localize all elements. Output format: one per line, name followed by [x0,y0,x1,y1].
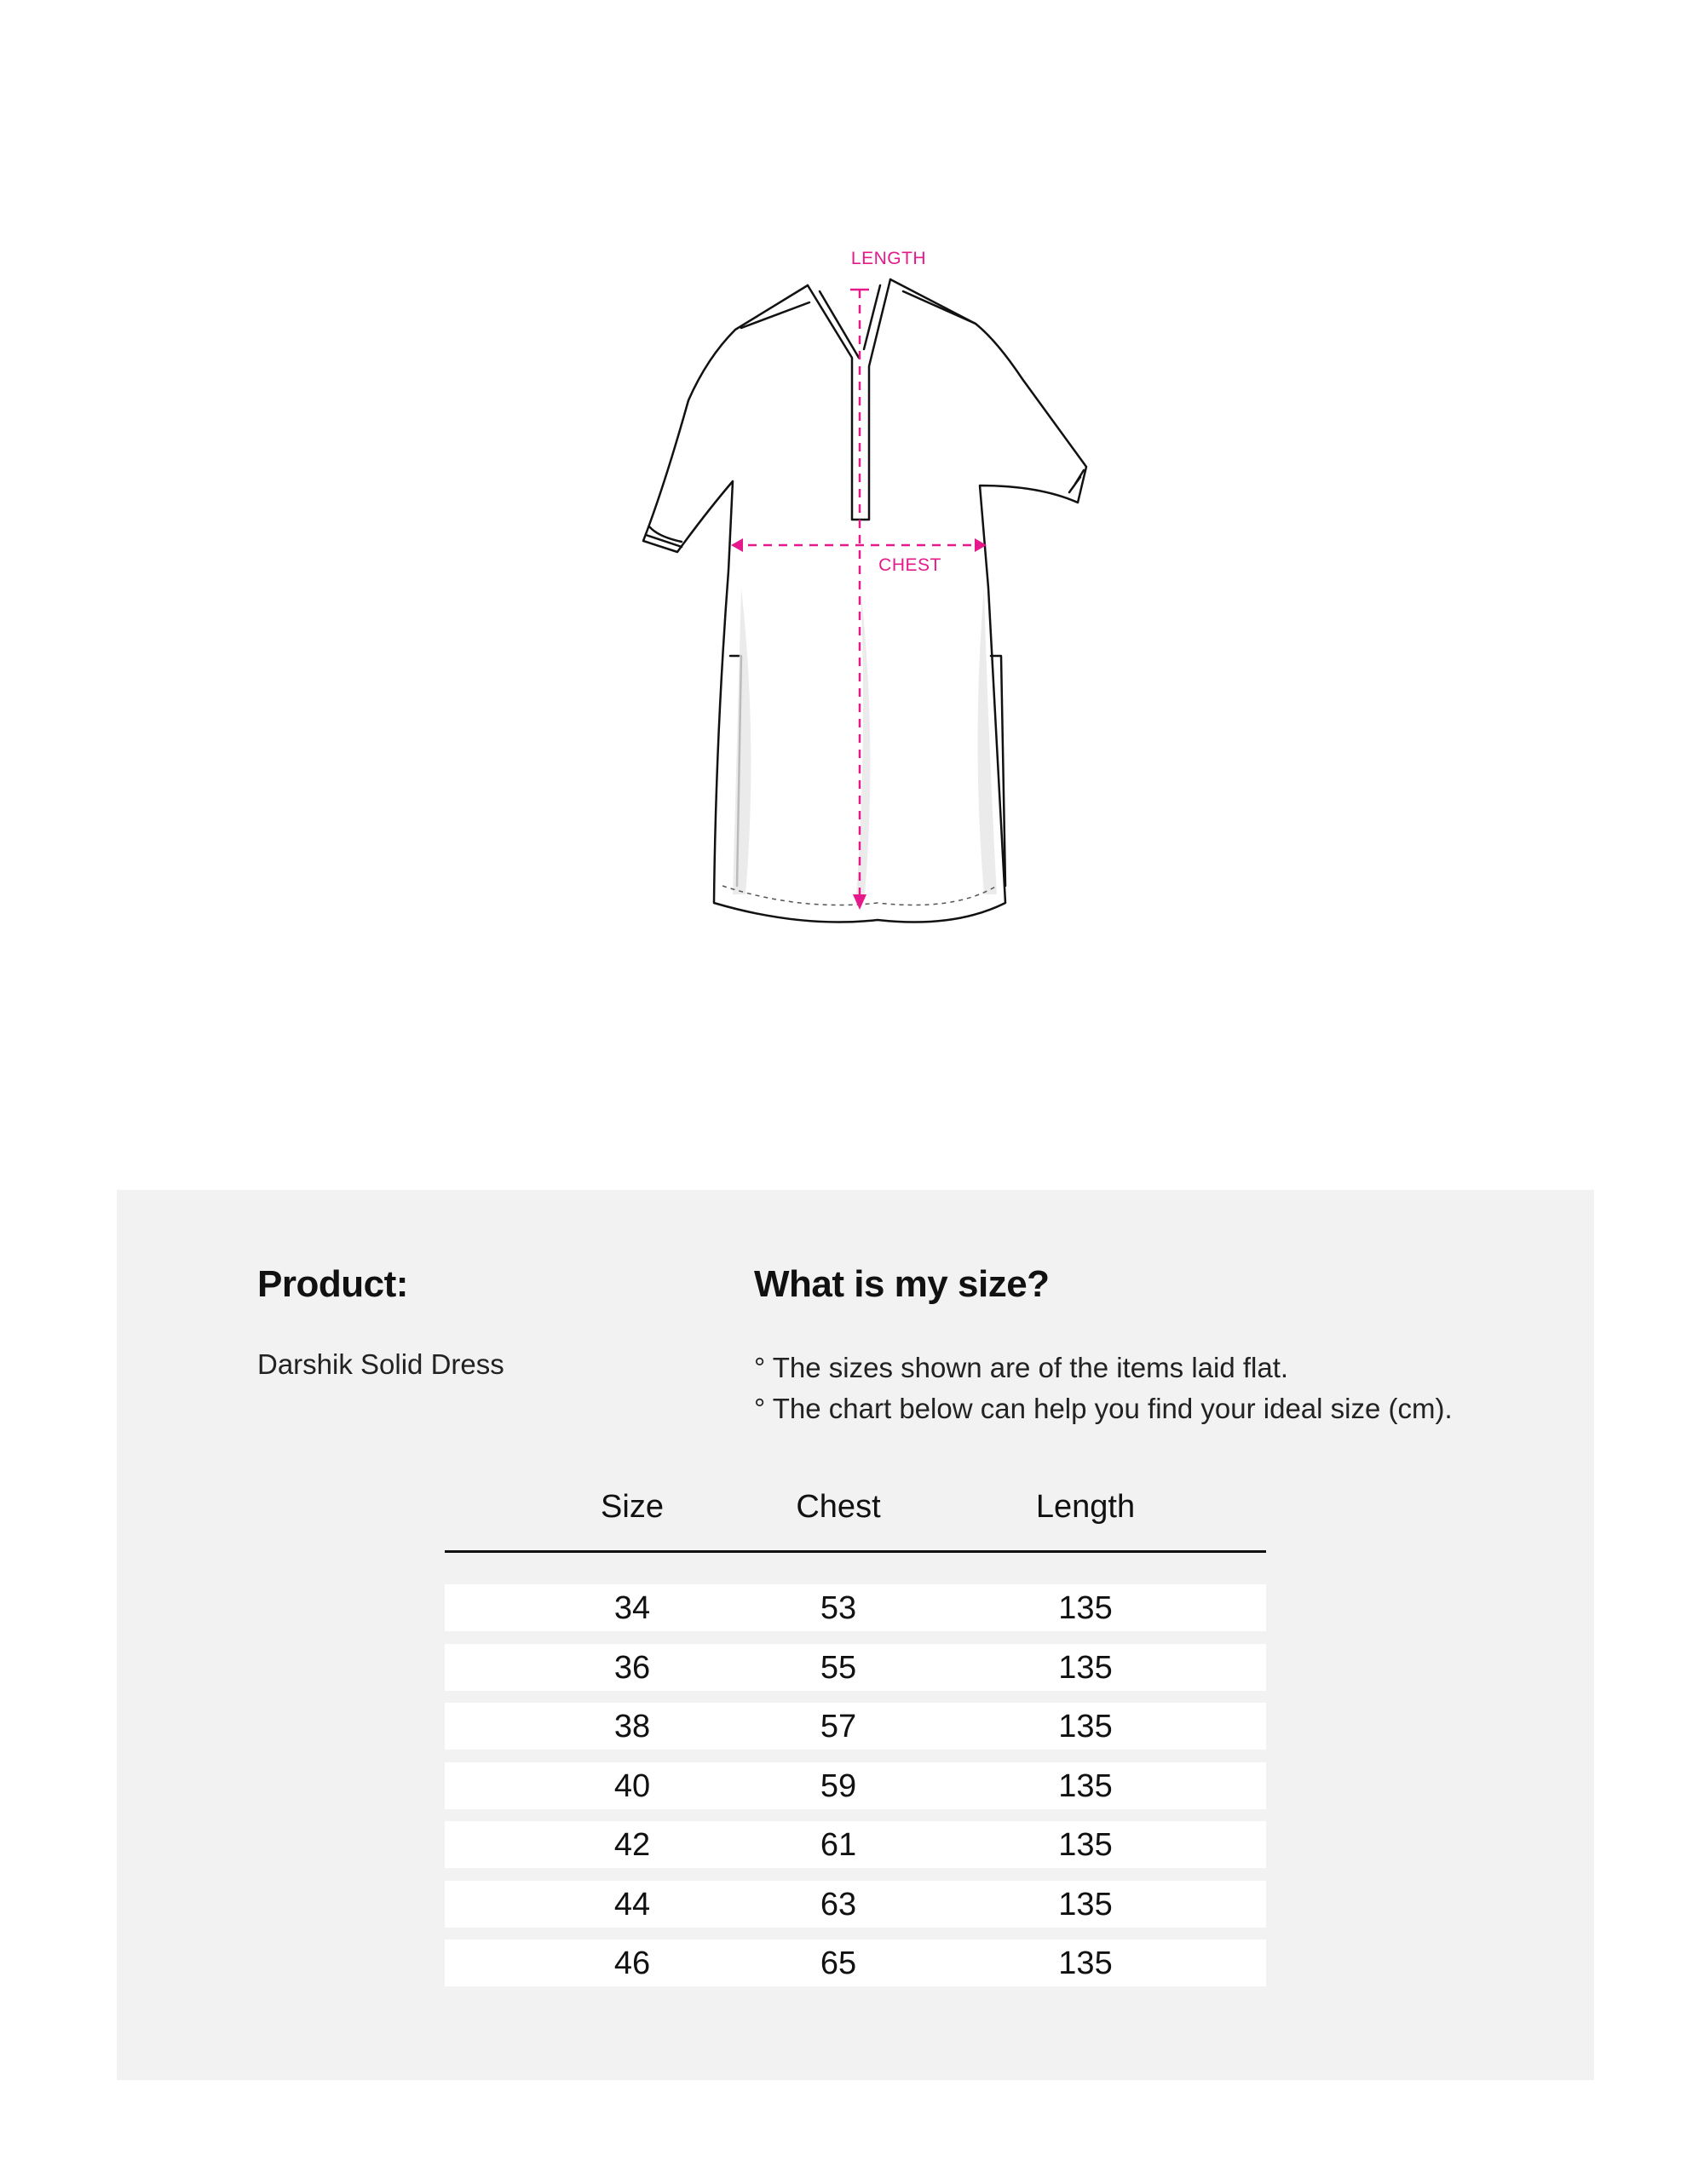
header-divider [445,1550,1266,1553]
cell-length: 135 [1058,1649,1113,1686]
product-name: Darshik Solid Dress [257,1348,504,1380]
size-note: ° The chart below can help you find your ideal size (cm). [754,1393,1453,1424]
length-arrow-head [853,894,866,910]
cell-size: 46 [613,1945,651,1981]
cell-chest: 65 [820,1945,857,1981]
cell-length: 135 [1058,1709,1113,1744]
cell-chest: 57 [820,1709,857,1744]
cell-size: 36 [613,1649,651,1686]
cell-size: 34 [613,1590,651,1626]
table-row [445,1703,1266,1750]
table-row [445,1821,1266,1868]
fold-shade-right [978,588,998,894]
size-note: ° The sizes shown are of the items laid flat. [754,1352,1289,1383]
cell-chest: 59 [820,1767,857,1804]
table-row [445,1762,1266,1809]
cell-size: 44 [613,1886,651,1922]
cell-chest: 55 [820,1649,857,1686]
cell-length: 135 [1058,1590,1113,1626]
size-table-body [445,1584,1266,1999]
table-row [445,1644,1266,1691]
table-row [445,1881,1266,1928]
neckline [808,279,890,520]
cell-length: 135 [1058,1886,1113,1922]
cell-size: 40 [613,1767,651,1804]
cell-chest: 53 [820,1590,857,1626]
dress-drawing [596,230,1159,937]
cell-size: 42 [613,1827,651,1863]
fold-shade-center [856,588,870,894]
cell-chest: 63 [820,1886,857,1922]
size-heading: What is my size? [754,1263,1050,1305]
cell-size: 38 [613,1709,651,1744]
chest-label: CHEST [878,555,941,575]
cell-chest: 61 [820,1827,857,1863]
size-notes [754,1348,1453,1429]
column-header-length: Length [1035,1489,1136,1525]
size-table [445,1489,1266,1981]
cell-length: 135 [1058,1945,1113,1981]
length-label: LENGTH [850,249,927,268]
table-row [445,1584,1266,1631]
chest-arrow-left [731,538,743,552]
cell-length: 135 [1058,1767,1113,1804]
size-table-header [445,1489,1266,1540]
column-header-size: Size [601,1489,664,1525]
product-heading: Product: [257,1263,408,1305]
table-row [445,1940,1266,1986]
fold-shade-left [733,588,751,894]
dress-illustration [596,230,1159,937]
cell-length: 135 [1058,1827,1113,1863]
column-header-chest: Chest [796,1489,881,1525]
yoke-seams [741,291,976,328]
